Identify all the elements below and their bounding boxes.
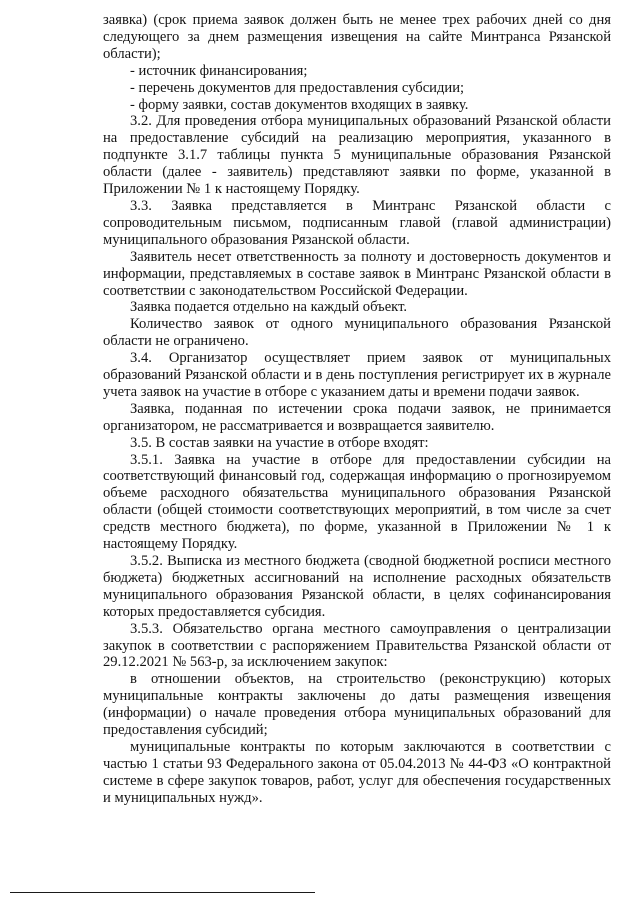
document-page	[103, 12, 611, 807]
list-item-funding-source: - источник финансирования;	[130, 62, 308, 79]
paragraph-late-applications: Заявка, поданная по истечении срока подачи заявок, не принимается организатором, не рассматривается и возвращается заявителю.	[103, 400, 611, 434]
paragraph-3-5-2: 3.5.2. Выписка из местного бюджета (сводной бюджетной росписи местного бюджета) бюджетных ассигнований на исполнение расходных обязательств муниципального образования Рязанской области, в целях софинансирования которых предоставляется субсидия.	[103, 553, 611, 620]
footnote-separator-line	[10, 892, 315, 893]
paragraph-3-5: 3.5. В состав заявки на участие в отборе входят:	[130, 434, 429, 451]
paragraph-3-2: 3.2. Для проведения отбора муниципальных образований Рязанской области на предоставление субсидий на реализацию мероприятия, указанного в подпункте 3.1.7 таблицы пункта 5 муниципальные образования Рязанской области (далее - заявитель) представляют заявки по форме, указанной в Приложении № 1 к настоящему Порядку.	[103, 113, 611, 198]
paragraph-continuation: заявка) (срок приема заявок должен быть не менее трех рабочих дней со дня следующего за днем размещения извещения на сайте Минтранса Рязанской области);	[103, 12, 611, 62]
paragraph-3-5-1: 3.5.1. Заявка на участие в отборе для предоставлении субсидии на соответствующий финансовый год, содержащая информацию о прогнозируемом объеме расходного обязательства муниципального образования Рязанской области (общей стоимости соответствующих мероприятий, в том числе за счет средств местного бюджета), по форме, указанной в Приложении № 1 к настоящему Порядку.	[103, 451, 611, 553]
paragraph-3-5-3: 3.5.3. Обязательство органа местного самоуправления о централизации закупок в соответствии с распоряжением Правительства Рязанской области от 29.12.2021 № 563-р, за исключением закупок:	[103, 620, 611, 671]
paragraph-exception-contracts: муниципальные контракты по которым заключаются в соответствии с частью 1 статьи 93 Федерального закона от 05.04.2013 № 44-ФЗ «О контрактной системе в сфере закупок товаров, работ, услуг для обеспечения государственных и муниципальных нужд».	[103, 738, 611, 806]
paragraph-per-object: Заявка подается отдельно на каждый объект.	[130, 299, 407, 316]
paragraph-applicant-responsibility: Заявитель несет ответственность за полноту и достоверность документов и информации, представляемых в составе заявок в Минтранс Рязанской области в соответствии с законодательством Российской Федерации.	[103, 248, 611, 299]
list-item-documents-list: - перечень документов для предоставления субсидии;	[130, 79, 465, 96]
paragraph-3-3: 3.3. Заявка представляется в Минтранс Рязанской области с сопроводительным письмом, подписанным главой (главой администрации) муниципального образования Рязанской области.	[103, 197, 611, 248]
paragraph-exception-construction: в отношении объектов, на строительство (реконструкцию) которых муниципальные контракты заключены до даты размещения извещения (информации) о начале проведения отбора муниципальных образований для предоставления субсидий;	[103, 671, 611, 739]
paragraph-number-unlimited: Количество заявок от одного муниципального образования Рязанской области не ограничено.	[103, 316, 611, 350]
list-item-application-form: - форму заявки, состав документов входящих в заявку.	[130, 96, 469, 113]
paragraph-3-4: 3.4. Организатор осуществляет прием заявок от муниципальных образований Рязанской области и в день поступления регистрирует их в журнале учета заявок на участие в отборе с указанием даты и времени подачи заявок.	[103, 350, 611, 400]
